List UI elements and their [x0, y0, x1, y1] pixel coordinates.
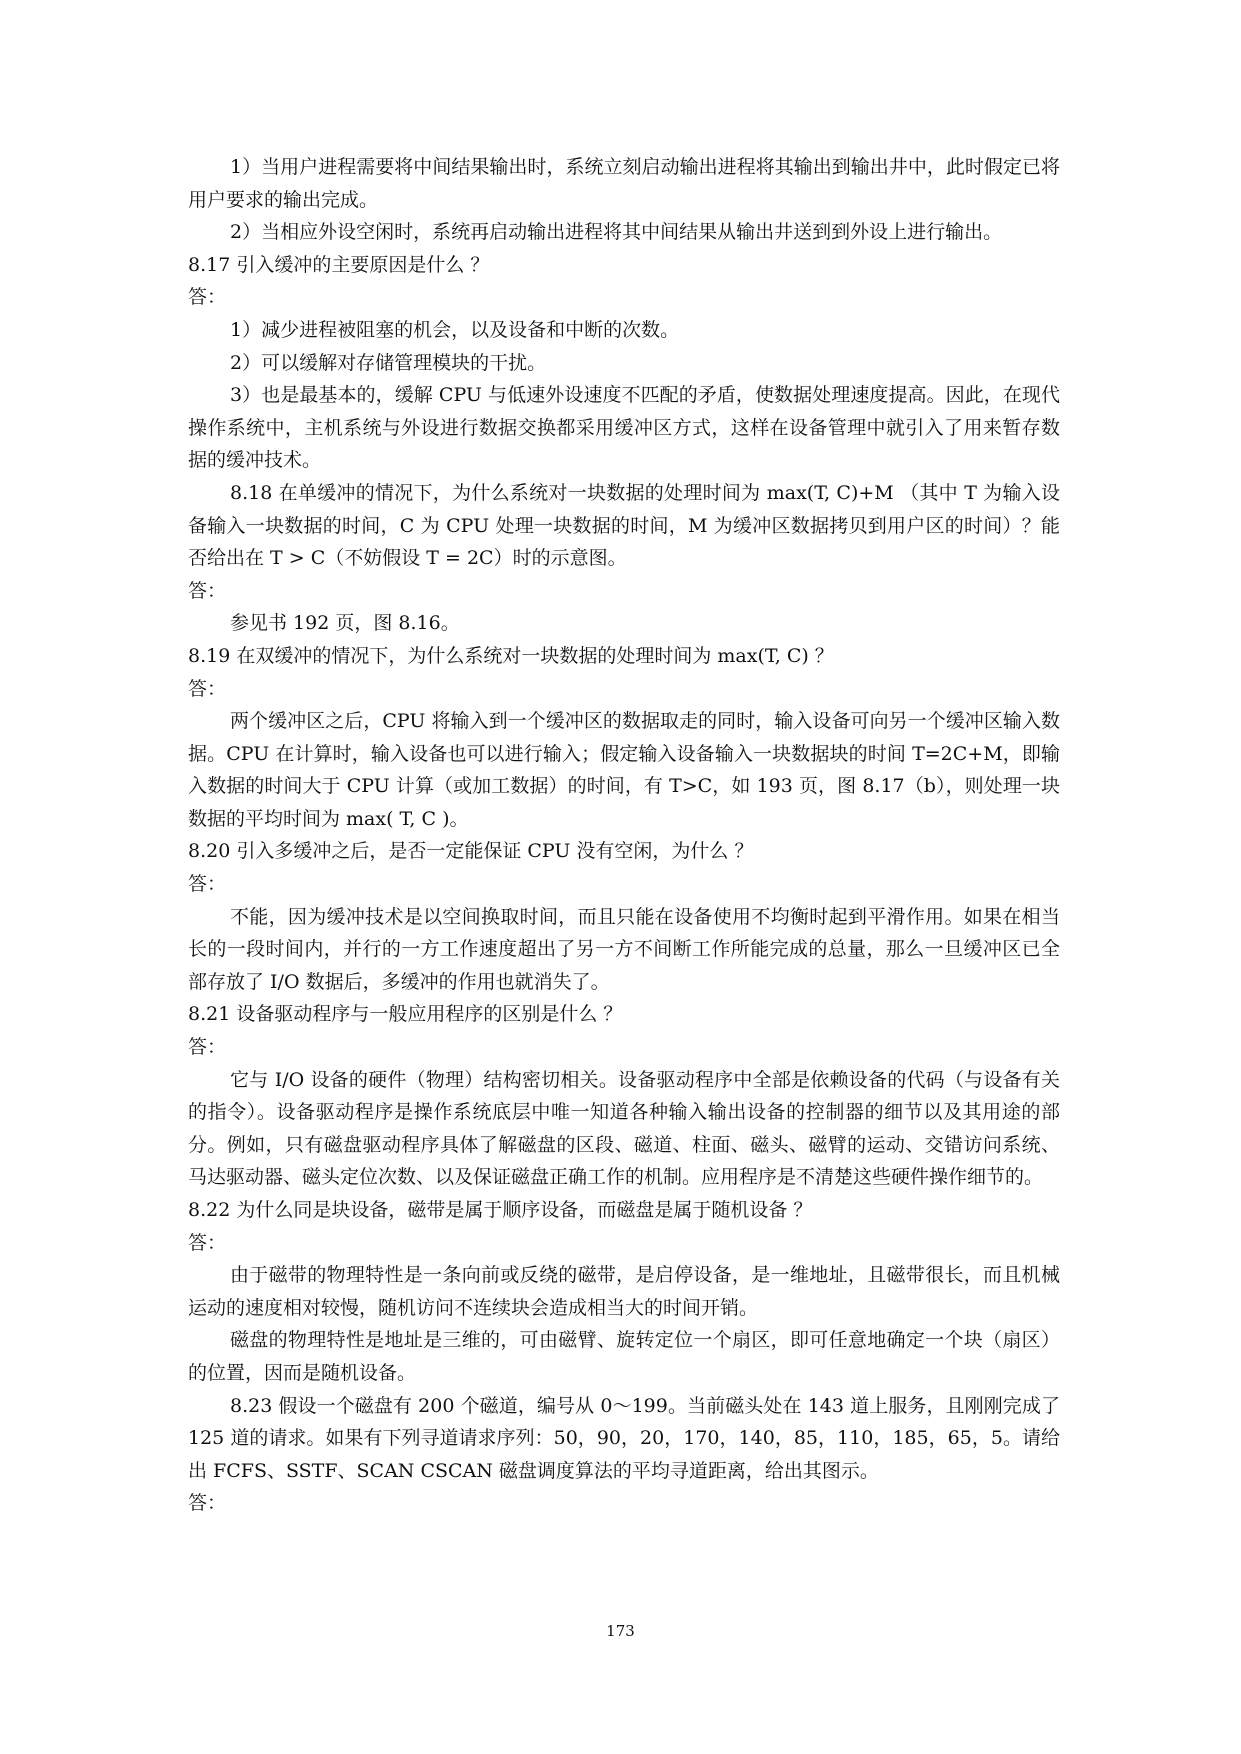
answer-label: 答： — [188, 1036, 227, 1059]
answer-label: 答： — [188, 579, 227, 602]
answer-label: 答： — [188, 677, 227, 700]
page-number: 173 — [606, 1622, 635, 1640]
answer-label: 答： — [188, 286, 227, 309]
question-8-20: 8.20 引入多缓冲之后，是否一定能保证 CPU 没有空闲，为什么 ？ — [188, 840, 754, 863]
answer-8-20: 不能，因为缓冲技术是以空间换取时间，而且只能在设备使用不均衡时起到平滑作用。如果在相当长的一段时间内，并行的一方工作速度超出了另一方不间断工作所能完成的总量，那么一旦缓冲区已全部存放了 I/O 数据后，多缓冲的作用也就消失了。 — [188, 905, 1060, 993]
reason-1: 1）减少进程被阻塞的机会，以及设备和中断的次数。 — [230, 318, 680, 341]
answer-8-22-disk: 磁盘的物理特性是地址是三维的，可由磁臂、旋转定位一个扇区，即可任意地确定一个块（扇区）的位置，因而是随机设备。 — [188, 1329, 1060, 1384]
question-8-23: 8.23 假设一个磁盘有 200 个磁道，编号从 0～199。当前磁头处在 143 道上服务，且刚刚完成了 125 道的请求。如果有下列寻道请求序列：50，90，20，170，140，85，110，185，65，5。请给出 FCFS、SSTF、SCAN CSCAN 磁盘调度算法的平均寻道距离，给出其图示。 — [188, 1394, 1060, 1482]
answer-line-2: 2）当相应外设空闲时，系统再启动输出进程将其中间结果从输出井送到到外设上进行输出。 — [230, 221, 1003, 244]
answer-8-19: 两个缓冲区之后，CPU 将输入到一个缓冲区的数据取走的同时，输入设备可向另一个缓冲区输入数据。CPU 在计算时，输入设备也可以进行输入；假定输入设备输入一块数据块的时间 T=2C+M，即输入数据的时间大于 CPU 计算（或加工数据）的时间，有 T>C，如 193 页，图 8.17（b），则处理一块数据的平均时间为 max( T, C )。 — [188, 710, 1060, 830]
answer-label: 答： — [188, 873, 227, 896]
page-body — [188, 151, 1060, 1520]
question-8-22: 8.22 为什么同是块设备，磁带是属于顺序设备，而磁盘是属于随机设备 ？ — [188, 1199, 813, 1221]
answer-line-1: 1）当用户进程需要将中间结果输出时，系统立刻启动输出进程将其输出到输出井中，此时假定已将用户要求的输出完成。 — [188, 156, 1060, 211]
answer-label: 答： — [188, 1492, 227, 1515]
answer-8-21: 它与 I/O 设备的硬件（物理）结构密切相关。设备驱动程序中全部是依赖设备的代码（与设备有关的指令）。设备驱动程序是操作系统底层中唯一知道各种输入输出设备的控制器的细节以及其用途的部分。例如，只有磁盘驱动程序具体了解磁盘的区段、磁道、柱面、磁头、磁臂的运动、交错访问系统、马达驱动器、磁头定位次数、以及保证磁盘正确工作的机制。应用程序是不清楚这些硬件操作细节的。 — [188, 1068, 1060, 1189]
question-8-21: 8.21 设备驱动程序与一般应用程序的区别是什么 ？ — [188, 1003, 623, 1026]
question-8-18: 8.18 在单缓冲的情况下，为什么系统对一块数据的处理时间为 max(T, C)+M （其中 T 为输入设备输入一块数据的时间，C 为 CPU 处理一块数据的时间，M 为缓冲区数据拷贝到用户区的时间）？能否给出在 T > C（不妨假设 T = 2C）时的示意图。 — [188, 481, 1060, 570]
question-8-17: 8.17 引入缓冲的主要原因是什么 ？ — [188, 253, 490, 276]
question-8-19: 8.19 在双缓冲的情况下，为什么系统对一块数据的处理时间为 max(T, C) ？ — [188, 644, 834, 667]
reason-3: 3）也是最基本的，缓解 CPU 与低速外设速度不匹配的矛盾，使数据处理速度提高。因此，在现代操作系统中，主机系统与外设进行数据交换都采用缓冲区方式，这样在设备管理中就引入了用来暂存数据的缓冲技术。 — [188, 384, 1060, 472]
answer-label: 答： — [188, 1231, 227, 1254]
answer-8-18: 参见书 192 页，图 8.16。 — [230, 612, 460, 635]
answer-8-22-tape: 由于磁带的物理特性是一条向前或反绕的磁带，是启停设备，是一维地址，且磁带很长，而且机械运动的速度相对较慢，随机访问不连续块会造成相当大的时间开销。 — [188, 1264, 1060, 1319]
reason-2: 2）可以缓解对存储管理模块的干扰。 — [230, 351, 547, 374]
